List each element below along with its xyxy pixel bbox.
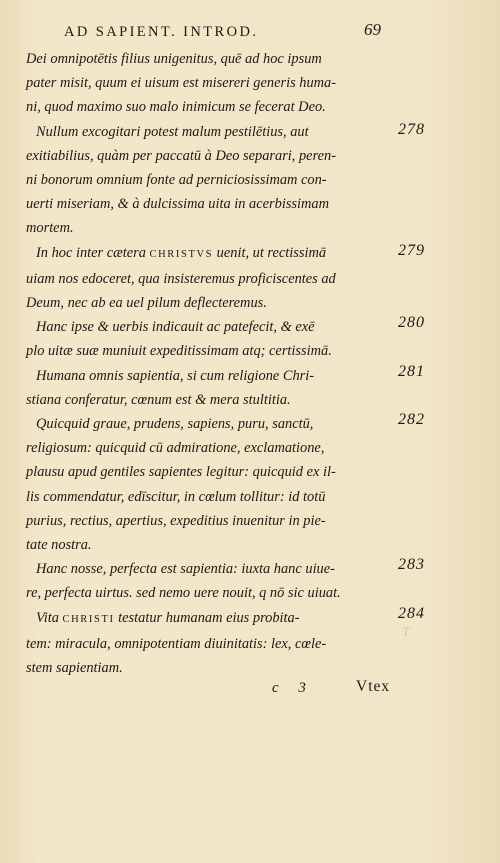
text-line: lis commendatur, edīscitur, in cœlum tollitur: id totū (26, 488, 326, 505)
text-line: Dei omnipotētis filius unigenitus, quē ad hoc ipsum (26, 51, 322, 67)
text-line: In hoc inter cætera CHRISTVS uenit, ut rectissimā (36, 244, 327, 261)
text-line: mortem. (26, 220, 74, 237)
text-line: pater misit, quum ei uisum est misereri generis huma- (26, 75, 337, 92)
text-line: Deum, nec ab ea uel pilum deflecteremus. (26, 295, 267, 312)
text-line: ni, quod maximo suo malo inimicum se fecerat Deo. (26, 99, 326, 116)
small-caps-name: CHRISTVS (149, 248, 214, 260)
paragraph-number: 284 (398, 604, 425, 622)
text-line: exitiabilius, quàm per paccatū à Deo separari, peren- (26, 147, 337, 164)
text-line: tate nostra. (26, 537, 92, 554)
body-text (26, 47, 394, 680)
text-line: stiana conferatur, cœnum est & mera stultitia. (26, 391, 291, 408)
text-line: Vita CHRISTI testatur humanam eius probita- (36, 609, 300, 626)
catchword: Vtex (356, 678, 391, 695)
text-line: re, perfecta uirtus. sed nemo uere nouit, q nō sic uiuat. (26, 585, 341, 602)
text-line: Humana omnis sapientia, si cum religione Chri- (36, 367, 315, 384)
text-line: religiosum: quicquid cū admiratione, exclamatione, (26, 440, 325, 457)
text-line: purius, rectius, apertius, expeditius inuenitur in pie- (26, 512, 326, 529)
text-line: Nullum excogitari potest malum pestilētius, aut (36, 123, 309, 140)
running-head: AD SAPIENT. INTROD. (64, 24, 259, 40)
text-line: plausu apud gentiles sapientes legitur: quicquid ex il- (26, 464, 336, 481)
text-line: ni bonorum omnium fonte ad perniciosissimam con- (26, 172, 327, 189)
page-number: 69 (364, 20, 381, 39)
small-caps-name: CHRISTI (62, 613, 115, 625)
text-line: plo uitæ suæ muniuit expeditissimam atq; certissimā. (26, 343, 332, 360)
paragraph-number: 278 (398, 120, 425, 138)
text-line: Hanc ipse & uerbis indicauit ac patefecit, & exē (36, 319, 315, 336)
paragraph-number: 279 (398, 241, 425, 259)
show-through-text: T (402, 625, 411, 640)
text-line: tem: miracula, omnipotentiam diuinitatis: lex, cœle- (26, 635, 327, 652)
text-line: Quicquid graue, prudens, sapiens, puru, sanctū, (36, 416, 314, 433)
paragraph-number: 282 (398, 411, 425, 428)
paragraph-number: 283 (398, 556, 425, 574)
paragraph-number: 280 (398, 314, 425, 332)
text-line: uerti miseriam, & à dulcissima uita in acerbissimam (26, 196, 329, 213)
signature-mark: c 3 (272, 680, 314, 696)
paragraph-number: 281 (398, 362, 425, 380)
text-line: Hanc nosse, perfecta est sapientia: iuxta hanc uiue- (36, 561, 335, 578)
text-line: stem sapientiam. (26, 660, 123, 677)
text-line: uiam nos edoceret, qua insisteremus proficiscentes ad (26, 270, 336, 287)
